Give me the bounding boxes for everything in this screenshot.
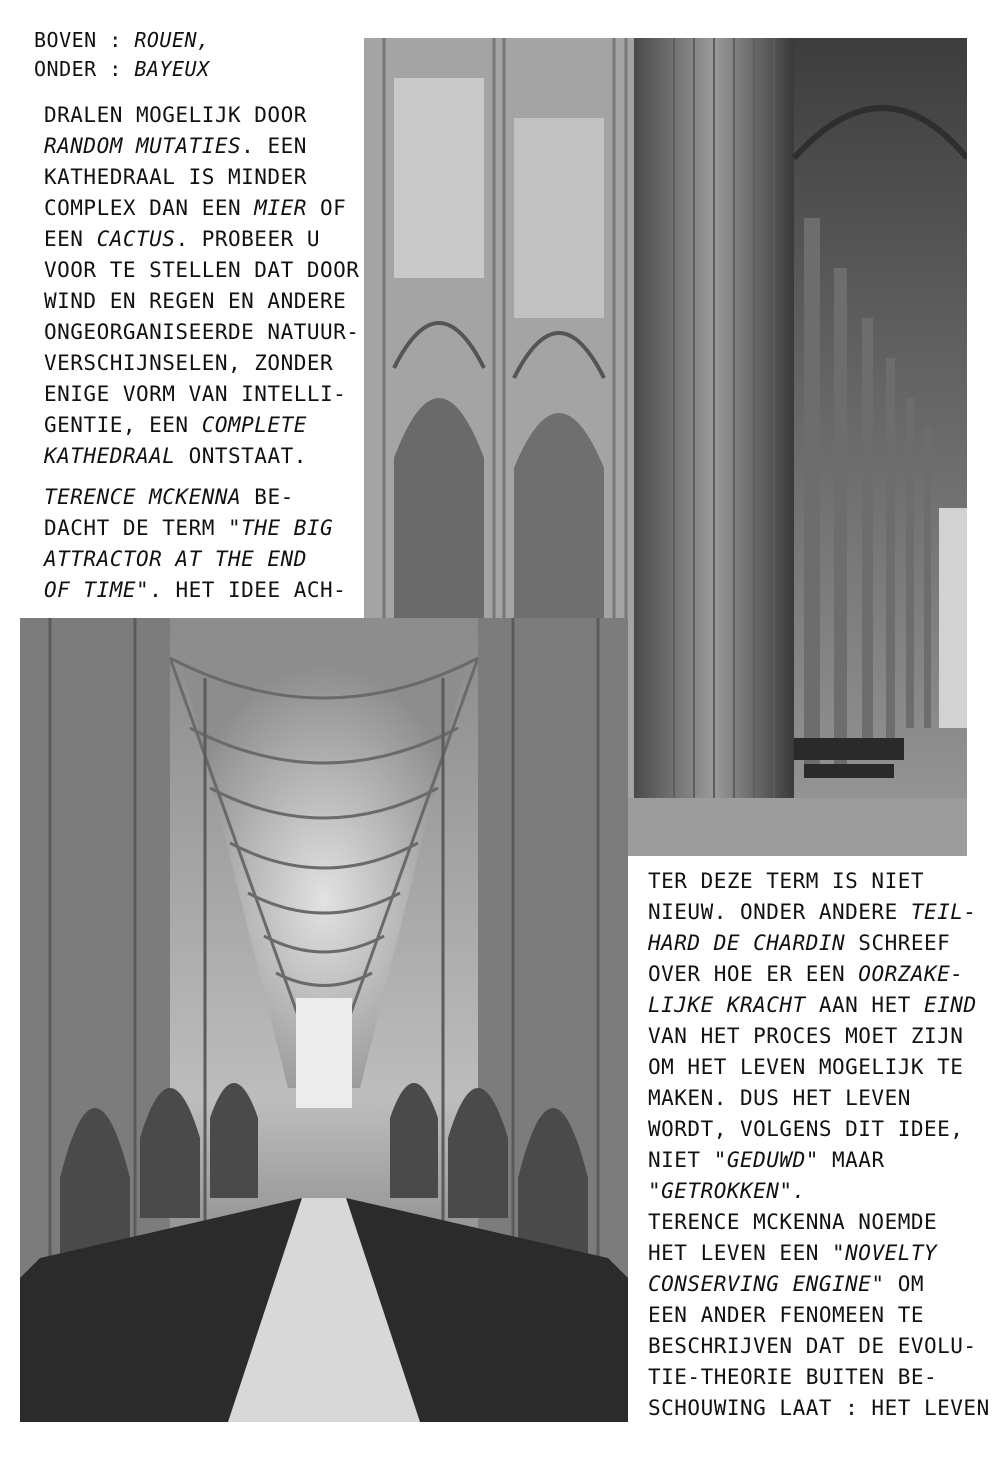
text-line: TERENCE MCKENNA NOEMDE bbox=[648, 1210, 938, 1234]
text-line bbox=[44, 410, 359, 441]
text-line: TER DEZE TERM IS NIET bbox=[648, 869, 925, 893]
text-line: MAKEN. DUS HET LEVEN bbox=[648, 1086, 911, 1110]
text-fragment: ONTSTAAT. bbox=[175, 444, 307, 468]
emphasis: EIND bbox=[924, 993, 977, 1017]
text-line: ENIGE VORM VAN INTELLI- bbox=[44, 382, 347, 406]
text-line: WORDT, VOLGENS DIT IDEE, bbox=[648, 1117, 964, 1141]
text-fragment: EEN bbox=[44, 227, 97, 251]
text-fragment: HET LEVEN EEN bbox=[648, 1241, 833, 1265]
text-line: DRALEN MOGELIJK DOOR bbox=[44, 103, 307, 127]
text-line: SCHOUWING LAAT : HET LEVEN bbox=[648, 1396, 990, 1420]
text-line: "GETROKKEN". bbox=[648, 1179, 806, 1203]
photo-caption bbox=[34, 26, 210, 84]
text-fragment: DACHT DE TERM bbox=[44, 516, 229, 540]
text-line bbox=[44, 482, 359, 513]
text-fragment: SCHREEF bbox=[845, 931, 951, 955]
caption-label-top: BOVEN : bbox=[34, 28, 135, 52]
text-line: EEN ANDER FENOMEEN TE bbox=[648, 1303, 925, 1327]
text-fragment: NIET bbox=[648, 1148, 714, 1172]
text-fragment: OM bbox=[884, 1272, 925, 1296]
caption-rouen: ROUEN, bbox=[134, 28, 210, 52]
text-line bbox=[44, 513, 359, 544]
text-line: WIND EN REGEN EN ANDERE bbox=[44, 289, 347, 313]
emphasis: MIER bbox=[254, 196, 307, 220]
text-line bbox=[648, 1269, 990, 1300]
emphasis: TEIL- bbox=[910, 900, 977, 924]
emphasis: "GEDUWD" bbox=[713, 1148, 819, 1172]
caption-line-2 bbox=[34, 55, 210, 84]
caption-bayeux: BAYEUX bbox=[134, 57, 210, 81]
emphasis: "THE BIG bbox=[228, 516, 334, 540]
emphasis: COMPLETE bbox=[201, 413, 307, 437]
text-line: ONGEORGANISEERDE NATUUR- bbox=[44, 320, 360, 344]
text-line bbox=[648, 928, 990, 959]
emphasis: RANDOM MUTATIES bbox=[44, 134, 242, 158]
text-fragment: MAAR bbox=[818, 1148, 885, 1172]
emphasis: OORZAKE- bbox=[858, 962, 964, 986]
text-line: TIE-THEORIE BUITEN BE- bbox=[648, 1365, 938, 1389]
text-line bbox=[44, 575, 359, 606]
text-fragment: ". HET IDEE ACH- bbox=[136, 578, 347, 602]
text-fragment: BE- bbox=[241, 485, 294, 509]
text-line bbox=[648, 990, 990, 1021]
text-line bbox=[648, 897, 990, 928]
photo-bayeux-cathedral bbox=[20, 618, 628, 1422]
text-fragment: . EEN bbox=[241, 134, 307, 158]
emphasis: CONSERVING ENGINE" bbox=[648, 1272, 885, 1296]
emphasis: KATHEDRAAL bbox=[44, 444, 176, 468]
text-line bbox=[648, 959, 990, 990]
text-fragment: . PROBEER U bbox=[175, 227, 321, 251]
text-line: ATTRACTOR AT THE END bbox=[44, 547, 307, 571]
emphasis: HARD DE CHARDIN bbox=[648, 931, 846, 955]
bayeux-nave-illustration bbox=[20, 618, 628, 1422]
caption-line-1 bbox=[34, 26, 210, 55]
emphasis: LIJKE KRACHT bbox=[648, 993, 806, 1017]
text-fragment: NIEUW. ONDER ANDERE bbox=[648, 900, 911, 924]
text-column-right bbox=[648, 866, 990, 1424]
text-line bbox=[44, 441, 359, 472]
text-line: VERSCHIJNSELEN, ZONDER bbox=[44, 351, 334, 375]
text-line: BESCHRIJVEN DAT DE EVOLU- bbox=[648, 1334, 977, 1358]
emphasis: CACTUS bbox=[96, 227, 176, 251]
text-fragment: COMPLEX DAN EEN bbox=[44, 196, 255, 220]
text-line: VAN HET PROCES MOET ZIJN bbox=[648, 1024, 964, 1048]
text-line bbox=[44, 193, 359, 224]
text-line: VOOR TE STELLEN DAT DOOR bbox=[44, 258, 360, 282]
text-line bbox=[44, 224, 359, 255]
text-line bbox=[648, 1145, 990, 1176]
text-line bbox=[648, 1238, 990, 1269]
emphasis: "NOVELTY bbox=[832, 1241, 938, 1265]
emphasis: OF TIME bbox=[44, 578, 137, 602]
emphasis: TERENCE MCKENNA bbox=[44, 485, 242, 509]
text-line: OM HET LEVEN MOGELIJK TE bbox=[648, 1055, 964, 1079]
text-fragment: OF bbox=[306, 196, 347, 220]
text-line: KATHEDRAAL IS MINDER bbox=[44, 165, 307, 189]
text-fragment: GENTIE, EEN bbox=[44, 413, 202, 437]
text-fragment: OVER HOE ER EEN bbox=[648, 962, 859, 986]
text-column-left bbox=[44, 100, 359, 606]
caption-label-bottom: ONDER : bbox=[34, 57, 135, 81]
text-line bbox=[44, 131, 359, 162]
text-fragment: AAN HET bbox=[805, 993, 925, 1017]
